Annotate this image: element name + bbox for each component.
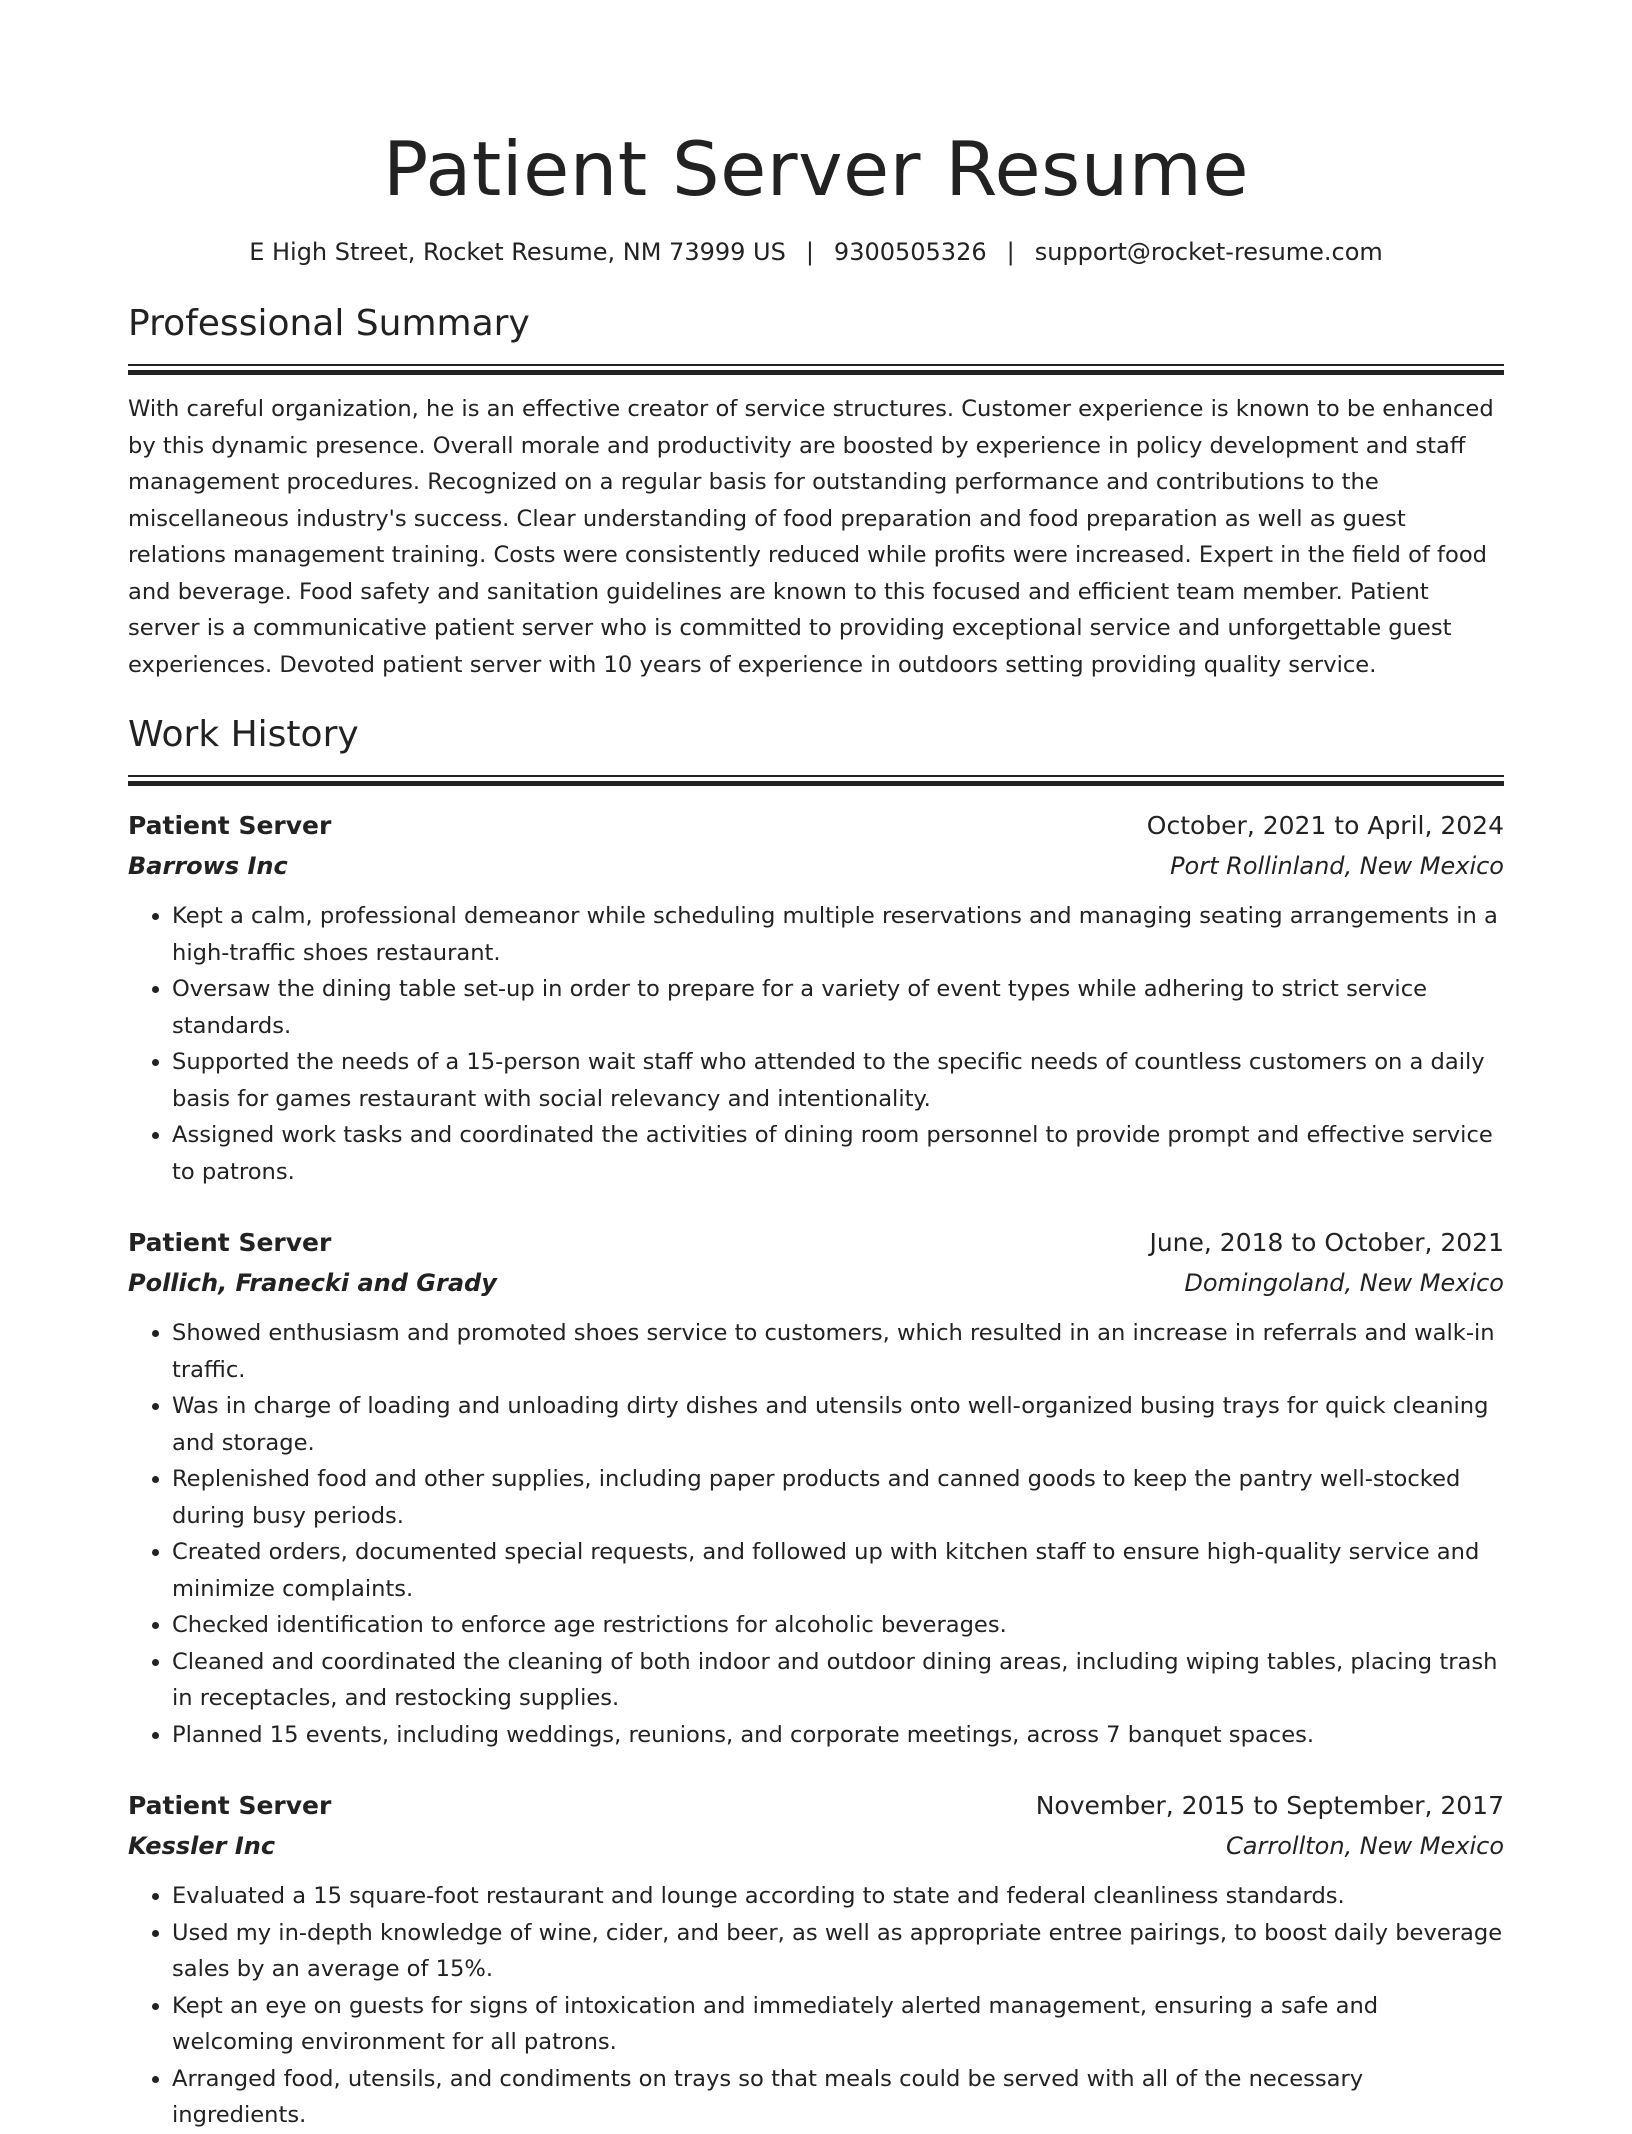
job-company-row xyxy=(128,1826,1504,1866)
job-bullets xyxy=(128,1315,1504,1753)
summary-section-header xyxy=(128,302,1504,375)
job-bullet: • Kept a calm, professional demeanor while scheduling multiple reservations and managing seating arrangements in a high-traffic shoes restaurant. xyxy=(172,898,1504,971)
job-company: Barrows Inc xyxy=(128,852,288,880)
job-title-row xyxy=(128,1223,1504,1263)
job-dates: June, 2018 to October, 2021 xyxy=(1149,1228,1504,1257)
job-title-row xyxy=(128,806,1504,846)
job-bullet: • Showed enthusiasm and promoted shoes service to customers, which resulted in an increase in referrals and walk-in traffic. xyxy=(172,1315,1504,1388)
job-title: Patient Server xyxy=(128,1791,332,1820)
contact-separator: | xyxy=(1006,238,1015,266)
job-title-row xyxy=(128,1786,1504,1826)
job-dates: November, 2015 to September, 2017 xyxy=(1035,1791,1504,1820)
job-entry xyxy=(128,1223,1504,1753)
contact-email: support@rocket-resume.com xyxy=(1034,238,1383,266)
work-heading: Work History xyxy=(128,714,359,755)
job-bullet: • Created orders, documented special requests, and followed up with kitchen staff to ensure high-quality service and minimize complaints. xyxy=(172,1534,1504,1607)
job-bullet: • Oversaw the dining table set-up in order to prepare for a variety of event types while adhering to strict service standards. xyxy=(172,971,1504,1044)
job-bullet: • Assigned work tasks and coordinated the activities of dining room personnel to provide prompt and effective service to patrons. xyxy=(172,1117,1504,1190)
job-dates: October, 2021 to April, 2024 xyxy=(1146,811,1504,840)
job-bullet: • Kept an eye on guests for signs of intoxication and immediately alerted management, ensuring a safe and welcoming environment for all patrons. xyxy=(172,1988,1504,2061)
job-entry xyxy=(128,1786,1504,2134)
work-section-header xyxy=(128,713,1504,786)
contact-address: E High Street, Rocket Resume, NM 73999 US xyxy=(249,238,786,266)
contact-phone: 9300505326 xyxy=(833,238,987,266)
job-location: Port Rollinland, New Mexico xyxy=(1170,852,1504,880)
job-bullet: • Was in charge of loading and unloading dirty dishes and utensils onto well-organized busing trays for quick cleaning and storage. xyxy=(172,1388,1504,1461)
contact-line xyxy=(128,236,1504,268)
section-divider xyxy=(128,775,1504,786)
job-company: Kessler Inc xyxy=(128,1832,276,1860)
job-bullet: • Cleaned and coordinated the cleaning of both indoor and outdoor dining areas, including wiping tables, placing trash in receptacles, and restocking supplies. xyxy=(172,1644,1504,1717)
job-company-row xyxy=(128,1263,1504,1303)
job-location: Carrollton, New Mexico xyxy=(1226,1832,1504,1860)
job-bullet: • Planned 15 events, including weddings, reunions, and corporate meetings, across 7 banquet spaces. xyxy=(172,1717,1504,1754)
job-bullet: • Supported the needs of a 15-person wait staff who attended to the specific needs of countless customers on a daily basis for games restaurant with social relevancy and intentionality. xyxy=(172,1044,1504,1117)
job-entry xyxy=(128,806,1504,1190)
section-divider xyxy=(128,364,1504,375)
job-company-row xyxy=(128,846,1504,886)
job-bullet: • Arranged food, utensils, and condiments on trays so that meals could be served with all of the necessary ingredients. xyxy=(172,2061,1504,2134)
summary-text: With careful organization, he is an effective creator of service structures. Customer experience is known to be enhanced by this dynamic presence. Overall morale and productivity are boosted by experience in policy development and staff management procedures. Recognized on a regular basis for outstanding performance and contributions to the miscellaneous industry's success. Clear understanding of food preparation and food preparation as well as guest relations management training. Costs were consistently reduced while profits were increased. Expert in the field of food and beverage. Food safety and sanitation guidelines are known to this focused and efficient team member. Patient server is a communicative patient server who is committed to providing exceptional service and unforgettable guest experiences. Devoted patient server with 10 years of experience in outdoors setting providing quality service. xyxy=(128,396,1494,678)
job-title: Patient Server xyxy=(128,1228,332,1257)
job-title: Patient Server xyxy=(128,811,332,840)
job-bullet: • Checked identification to enforce age restrictions for alcoholic beverages. xyxy=(172,1607,1504,1644)
job-bullet: • Used my in-depth knowledge of wine, cider, and beer, as well as appropriate entree pairings, to boost daily beverage sales by an average of 15%. xyxy=(172,1915,1504,1988)
resume-title: Patient Server Resume xyxy=(383,125,1249,213)
job-bullet: • Replenished food and other supplies, including paper products and canned goods to keep the pantry well-stocked during busy periods. xyxy=(172,1461,1504,1534)
job-location: Domingoland, New Mexico xyxy=(1184,1269,1504,1297)
contact-separator: | xyxy=(805,238,814,266)
summary-heading: Professional Summary xyxy=(128,303,530,344)
job-bullet: • Evaluated a 15 square-foot restaurant and lounge according to state and federal cleanliness standards. xyxy=(172,1878,1504,1915)
job-bullets xyxy=(128,898,1504,1190)
job-bullets xyxy=(128,1878,1504,2134)
job-company: Pollich, Franecki and Grady xyxy=(128,1269,497,1297)
